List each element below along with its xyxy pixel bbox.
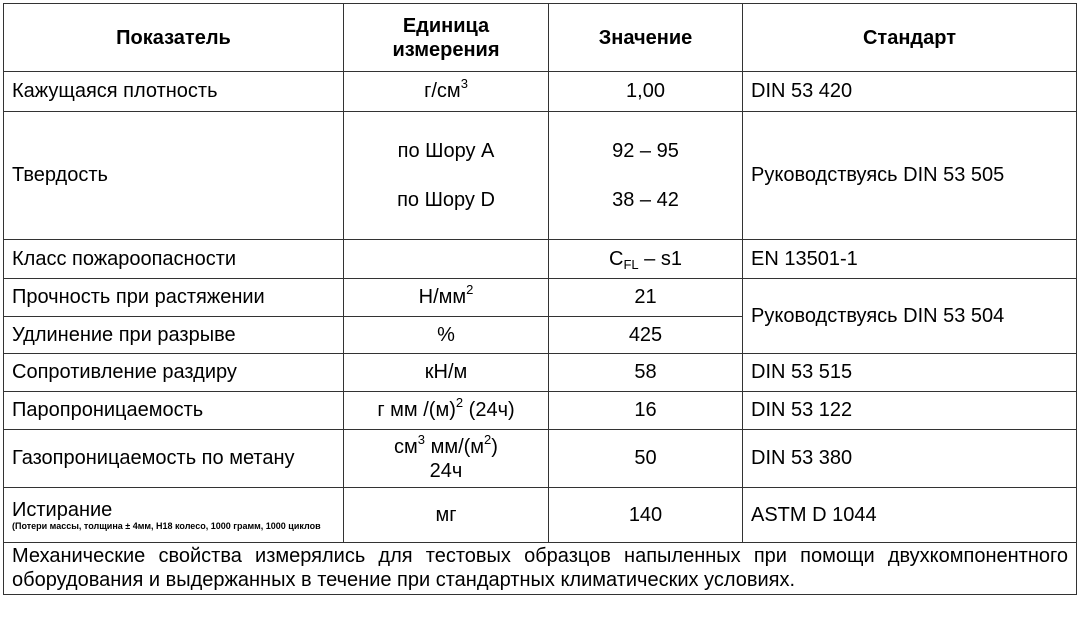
header-value: Значение — [549, 4, 743, 72]
tensile-value: 21 — [549, 279, 743, 317]
table-row-density — [4, 72, 1077, 112]
table-row-hardness — [4, 112, 1077, 240]
density-name: Кажущаяся плотность — [4, 72, 344, 112]
header-unit — [344, 4, 549, 72]
table-row-abrasion — [4, 488, 1077, 543]
header-row — [4, 4, 1077, 72]
abrasion-standard: ASTM D 1044 — [743, 488, 1077, 543]
hardness-standard: Руководствуясь DIN 53 505 — [743, 112, 1077, 240]
gas-value: 50 — [549, 430, 743, 488]
hardness-name: Твердость — [4, 112, 344, 240]
properties-table — [3, 3, 1077, 595]
abrasion-name-cell — [4, 488, 344, 543]
density-unit: $г/см^3$ — [344, 72, 549, 112]
vapor-standard: DIN 53 122 — [743, 392, 1077, 430]
hardness-value-a: 92 – 95 — [612, 139, 679, 162]
tensile-unit: $Н/мм^2$ — [344, 279, 549, 317]
hardness-value — [549, 112, 743, 240]
table-row-tensile — [4, 279, 1077, 317]
gas-name: Газопроницаемость по метану — [4, 430, 344, 488]
gas-unit-line1: $см^3$ $мм/(м^2)$ — [394, 431, 498, 458]
vapor-unit: г мм $/(м)^2$ (24ч) — [344, 392, 549, 430]
abrasion-value: 140 — [549, 488, 743, 543]
gas-unit-line2: 24ч — [429, 459, 463, 482]
fire-name: Класс пожароопасности — [4, 240, 344, 279]
abrasion-name: Истирание — [12, 498, 113, 521]
header-unit-line2: измерения — [392, 38, 500, 61]
tear-name: Сопротивление раздиру — [4, 354, 344, 392]
density-value: 1,00 — [549, 72, 743, 112]
tear-unit: кН/м — [344, 354, 549, 392]
gas-unit — [344, 430, 549, 488]
table-row-vapor — [4, 392, 1077, 430]
vapor-value: 16 — [549, 392, 743, 430]
header-standard: Стандарт — [743, 4, 1077, 72]
footnote: Механические свойства измерялись для тестовых образцов напыленных при помощи двухкомпонентного оборудования и выдержанных в течение при стандартных климатических условиях. — [4, 543, 1077, 595]
abrasion-note: (Потери массы, толщина ± 4мм, H18 колесо, 1000 грамм, 1000 циклов — [12, 520, 321, 531]
elongation-unit: % — [344, 317, 549, 354]
hardness-unit-d: по Шору D — [397, 188, 495, 211]
tensile-elongation-standard: Руководствуясь DIN 53 504 — [743, 279, 1077, 354]
abrasion-unit: мг — [344, 488, 549, 543]
hardness-value-d: 38 – 42 — [612, 188, 679, 211]
fire-standard: EN 13501-1 — [743, 240, 1077, 279]
table-row-fire — [4, 240, 1077, 279]
fire-unit — [344, 240, 549, 279]
header-unit-line1: Единица — [402, 14, 490, 37]
tear-value: 58 — [549, 354, 743, 392]
footnote-row — [4, 543, 1077, 595]
table-row-tear — [4, 354, 1077, 392]
header-indicator: Показатель — [4, 4, 344, 72]
tear-standard: DIN 53 515 — [743, 354, 1077, 392]
density-standard: DIN 53 420 — [743, 72, 1077, 112]
elongation-value: 425 — [549, 317, 743, 354]
tensile-name: Прочность при растяжении — [4, 279, 344, 317]
table-row-gas — [4, 430, 1077, 488]
vapor-name: Паропроницаемость — [4, 392, 344, 430]
hardness-unit — [344, 112, 549, 240]
gas-standard: DIN 53 380 — [743, 430, 1077, 488]
elongation-name: Удлинение при разрыве — [4, 317, 344, 354]
hardness-unit-a: по Шору А — [397, 139, 495, 162]
fire-value: $C_{FL} - s1$ — [549, 240, 743, 279]
